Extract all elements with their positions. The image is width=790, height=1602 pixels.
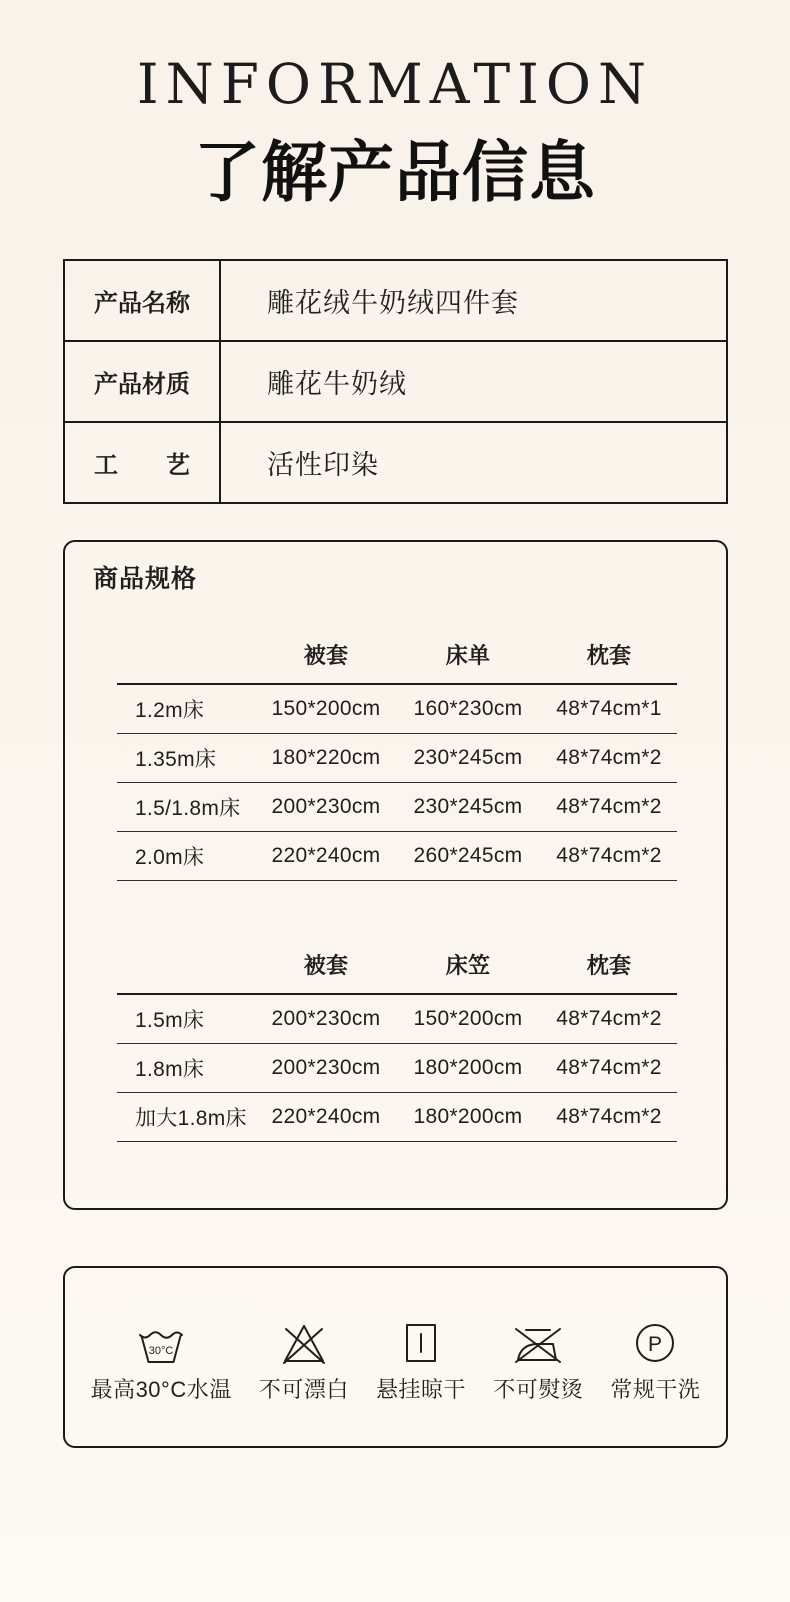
no-bleach-icon xyxy=(281,1318,327,1364)
info-label: 产品材质 xyxy=(94,371,190,398)
spec-table-row xyxy=(117,734,677,783)
spec-cell: 48*74cm*2 xyxy=(556,795,662,818)
spec-table-flat-sheet xyxy=(117,626,677,881)
spec-header-cell: 被套 xyxy=(303,953,349,978)
info-row-material xyxy=(65,342,726,423)
svg-text:P: P xyxy=(648,1333,663,1356)
spec-cell-bed-size: 加大1.8m床 xyxy=(135,1107,247,1130)
spec-cell-bed-size: 1.5/1.8m床 xyxy=(135,797,241,820)
spec-cell-bed-size: 1.8m床 xyxy=(135,1058,205,1081)
care-item-dry-clean xyxy=(610,1318,700,1404)
spec-table-row xyxy=(117,832,677,881)
info-label-cell xyxy=(65,261,221,340)
spec-header-cell: 床笠 xyxy=(445,953,491,978)
care-label: 最高30°C水温 xyxy=(90,1377,232,1402)
spec-cell: 180*220cm xyxy=(271,746,381,769)
spec-cell: 180*200cm xyxy=(413,1056,523,1079)
spec-cell: 48*74cm*2 xyxy=(556,1056,662,1079)
spec-box xyxy=(63,540,728,1210)
info-label: 产品名称 xyxy=(94,290,190,317)
spec-header-row xyxy=(117,626,677,685)
spec-cell: 220*240cm xyxy=(271,1105,381,1128)
hang-dry-icon xyxy=(402,1318,440,1364)
dry-clean-icon xyxy=(634,1318,676,1364)
spec-cell: 150*200cm xyxy=(271,697,381,720)
info-value: 雕花牛奶绒 xyxy=(267,369,407,399)
care-item-no-bleach xyxy=(259,1318,349,1404)
spec-table-row xyxy=(117,1044,677,1093)
spec-header-cell: 枕套 xyxy=(586,643,632,668)
info-label-cell xyxy=(65,342,221,421)
spec-header-row xyxy=(117,936,677,995)
spec-table-fitted-sheet xyxy=(117,936,677,1142)
spec-cell-bed-size: 1.5m床 xyxy=(135,1009,205,1032)
spec-cell: 230*245cm xyxy=(413,795,523,818)
spec-cell: 230*245cm xyxy=(413,746,523,769)
svg-text:30°C: 30°C xyxy=(148,1345,174,1357)
spec-header-cell: 床单 xyxy=(445,643,491,668)
spec-cell: 160*230cm xyxy=(413,697,523,720)
spec-cell: 150*200cm xyxy=(413,1007,523,1030)
info-row-product-name xyxy=(65,261,726,342)
page-title-zh: 了解产品信息 xyxy=(194,135,596,209)
care-instructions-box xyxy=(63,1266,728,1448)
spec-cell-bed-size: 2.0m床 xyxy=(135,846,205,869)
spec-title: 商品规格 xyxy=(93,565,198,593)
spec-header-cell: 被套 xyxy=(303,643,349,668)
product-info-table xyxy=(63,259,728,504)
spec-cell: 180*200cm xyxy=(413,1105,523,1128)
spec-cell: 220*240cm xyxy=(271,844,381,867)
info-value: 活性印染 xyxy=(267,450,379,480)
care-item-no-iron xyxy=(493,1318,583,1404)
info-value: 雕花绒牛奶绒四件套 xyxy=(267,288,519,318)
care-label: 常规干洗 xyxy=(610,1377,701,1402)
spec-cell-bed-size: 1.35m床 xyxy=(135,748,217,771)
spec-cell: 48*74cm*2 xyxy=(556,844,662,867)
spec-table-row xyxy=(117,995,677,1044)
spec-cell: 48*74cm*2 xyxy=(556,1105,662,1128)
care-label: 不可漂白 xyxy=(258,1377,349,1402)
spec-cell: 260*245cm xyxy=(413,844,523,867)
care-label: 不可熨烫 xyxy=(493,1377,584,1402)
spec-cell-bed-size: 1.2m床 xyxy=(135,699,205,722)
care-item-wash-30 xyxy=(91,1318,232,1404)
spec-table-row xyxy=(117,783,677,832)
spec-cell: 200*230cm xyxy=(271,1056,381,1079)
wash-30-icon xyxy=(138,1318,184,1364)
spec-header-cell: 枕套 xyxy=(586,953,632,978)
care-label: 悬挂晾干 xyxy=(376,1377,467,1402)
spec-cell: 48*74cm*2 xyxy=(556,746,662,769)
info-label-cell xyxy=(65,423,221,502)
spec-cell: 48*74cm*2 xyxy=(556,1007,662,1030)
no-iron-icon xyxy=(512,1318,564,1364)
spec-table-row xyxy=(117,685,677,734)
info-label: 工艺 xyxy=(94,452,190,479)
spec-cell: 200*230cm xyxy=(271,1007,381,1030)
page-title-en: INFORMATION xyxy=(136,52,654,116)
spec-cell: 48*74cm*1 xyxy=(556,697,662,720)
care-item-hang-dry xyxy=(376,1318,466,1404)
spec-table-row xyxy=(117,1093,677,1142)
info-row-craft xyxy=(65,423,726,502)
spec-cell: 200*230cm xyxy=(271,795,381,818)
